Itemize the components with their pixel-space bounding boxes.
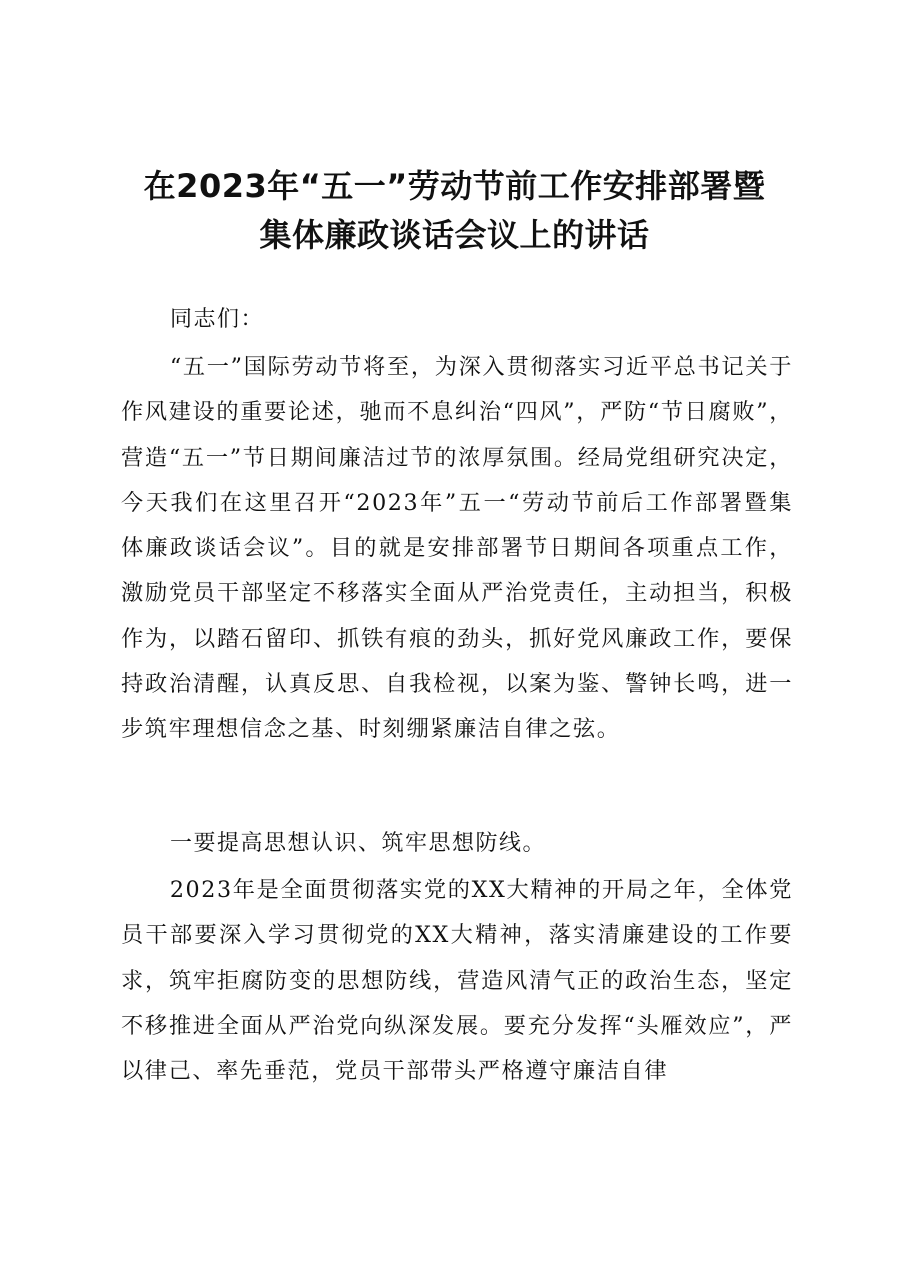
section-heading-1: 一要提高思想认识、筑牢思想防线。: [170, 831, 547, 856]
paragraph-section-1: [121, 868, 793, 1094]
paragraph-intro: [121, 345, 793, 753]
paragraph-2-text: 2023年是全面贯彻落实党的XX大精神的开局之年，全体党员干部要深入学习贯彻党的XX大精神，落实清廉建设的工作要求，筑牢拒腐防变的思想防线，营造风清气正的政治生态，坚定不移推进全面从严治党向纵深发展。要充分发挥“头雁效应”，严以律己、率先垂范，党员干部带头严格遵守廉洁自律: [121, 877, 793, 1085]
salutation: 同志们：: [170, 307, 265, 332]
document-title-line-1: 在2023年“五一”劳动节前工作安排部署暨: [143, 167, 766, 205]
paragraph-1-text: “五一”国际劳动节将至，为深入贯彻落实习近平总书记关于作风建设的重要论述，驰而不息纠治“四风”，严防“节日腐败”，营造“五一”节日期间廉洁过节的浓厚氛围。经局党组研究决定，今天我们在这里召开“2023年”五一“劳动节前后工作部署暨集体廉政谈话会议”。目的就是安排部署节日期间各项重点工作，激励党员干部坚定不移落实全面从严治党责任，主动担当，积极作为，以踏石留印、抓铁有痕的劲头，抓好党风廉政工作，要保持政治清醒，认真反思、自我检视，以案为鉴、警钟长鸣，进一步筑牢理想信念之基、时刻绷紧廉洁自律之弦。: [121, 354, 793, 743]
document-title-line-2: 集体廉政谈话会议上的讲话: [259, 216, 650, 254]
